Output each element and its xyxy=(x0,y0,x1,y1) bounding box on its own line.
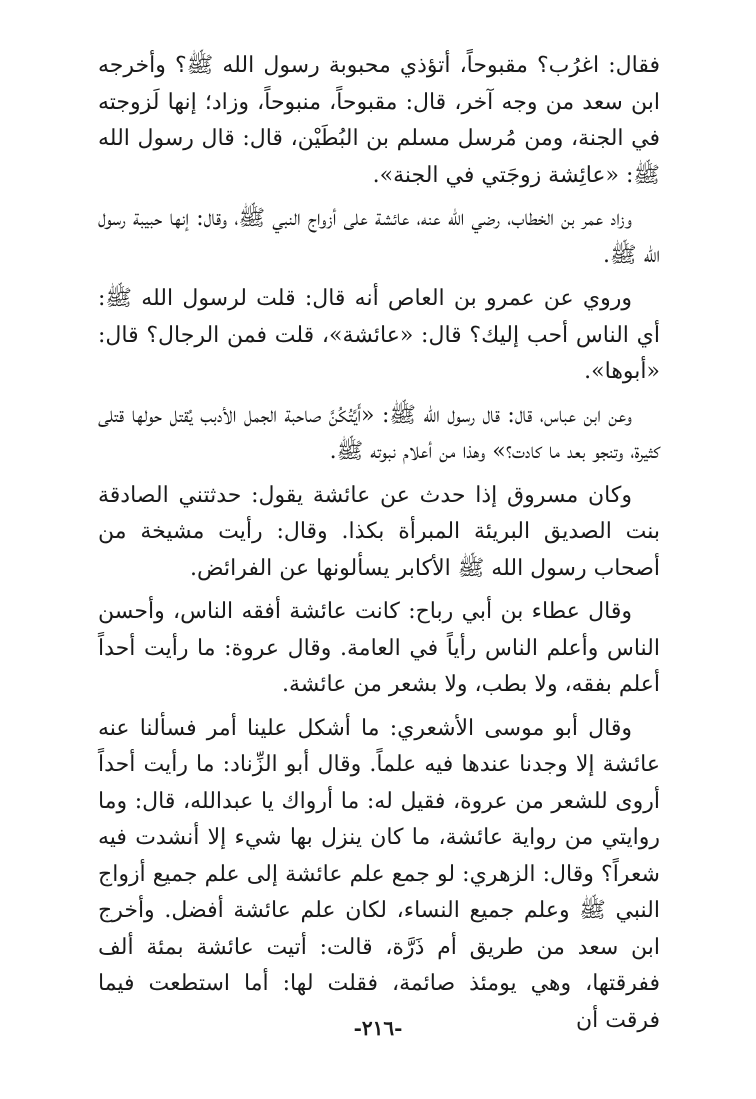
page-number: -٢١٦- xyxy=(353,1016,403,1040)
paragraph-7: وقال أبو موسى الأشعري: ما أشكل علينا أمر فسألنا عنه عائشة إلا وجدنا عندها فيه علماً. وقال أبو الزِّناد: ما رأيت أحداً أروى للشعر من عروة، فقيل له: ما أرواك يا عبدالله، قال: وما روايتي من رواية عائشة، ما كان ينزل بها شيء إلا أنشدت فيه شعراً؟ وقال: الزهري: لو جمع علم عائشة إلى علم جميع أزواج النبي ﷺ وعلم جميع النساء، لكان علم عائشة أفضل. وأخرج ابن سعد من طريق أم ذَرَّة، قالت: أتيت عائشة بمئة ألف ففرقتها، وهي يومئذ صائمة، فقلت لها: أما استطعت فيما فرقت أن xyxy=(98,715,660,1033)
paragraph-4: وعن ابن عباس، قال: قال رسول الله ﷺ: «أَيَّتُكُنَّ صاحبة الجمل الأدبب يُقتل حولها قتلى كثيرة، وتنجو بعد ما كادت؟» وهذا من أعلام نبوته ﷺ. xyxy=(98,402,660,464)
paragraph-2: وزاد عمر بن الخطاب، رضي الله عنه، عائشة على أزواج النبي ﷺ، وقال: إنها حبيبة رسول الله ﷺ. xyxy=(98,206,660,268)
paragraph-1: فقال: اغرُب؟ مقبوحاً، أتؤذي محبوبة رسول الله ﷺ؟ وأخرجه ابن سعد من وجه آخر، قال: مقبوحاً، منبوحاً، وزاد؛ إنها لَزوجته في الجنة، ومن مُرسل مسلم بن البُطَيْن، قال: قال رسول الله ﷺ: «عائِشة زوجَتي في الجنة». xyxy=(98,53,660,188)
paragraph-5: وكان مسروق إذا حدث عن عائشة يقول: حدثتني الصادقة بنت الصديق البريئة المبرأة بكذا. وقال: رأيت مشيخة من أصحاب رسول الله ﷺ الأكابر يسألونها عن الفرائض. xyxy=(98,482,660,581)
page-body xyxy=(98,48,660,1039)
paragraph-6: وقال عطاء بن أبي رباح: كانت عائشة أفقه الناس، وأحسن الناس وأعلم الناس رأياً في العامة. وقال عروة: ما رأيت أحداً أعلم بفقه، ولا بطب، ولا بشعر من عائشة. xyxy=(98,599,660,697)
paragraph-3: وروي عن عمرو بن العاص أنه قال: قلت لرسول الله ﷺ: أي الناس أحب إليك؟ قال: «عائشة»، قلت فمن الرجال؟ قال: «أبوها». xyxy=(98,286,660,384)
